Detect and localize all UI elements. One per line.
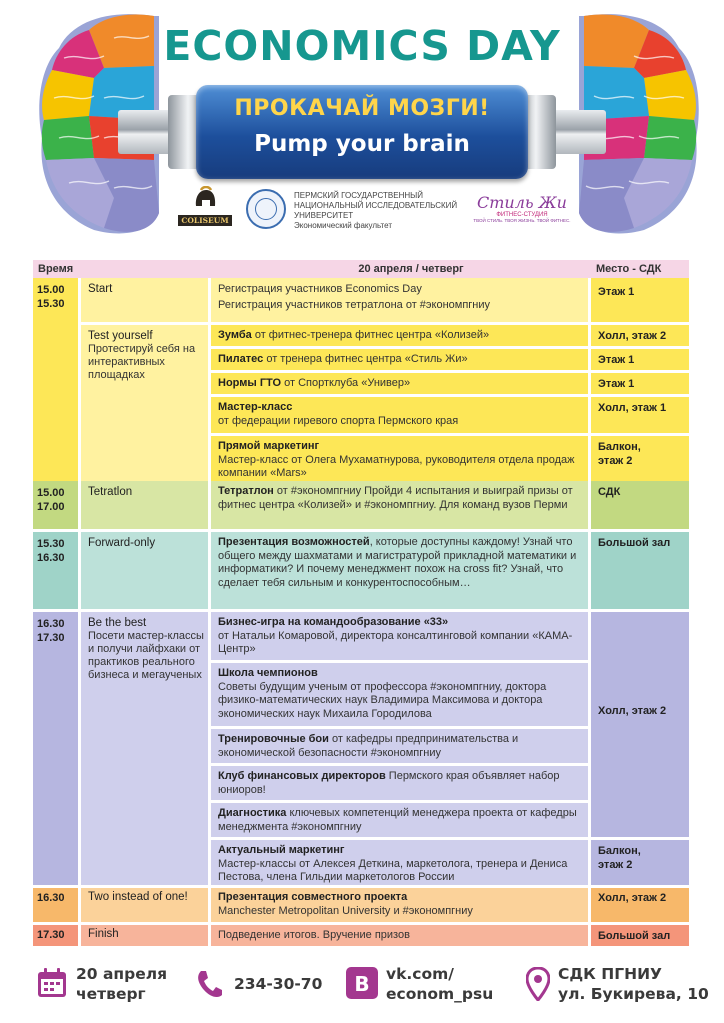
place-cell: Холл, этаж 1 xyxy=(591,397,689,433)
svg-text:B: B xyxy=(354,972,370,996)
event-cell: Презентация совместного проекта Manchester Metropolitan University и #экономпгниу xyxy=(211,888,588,922)
poster-header xyxy=(0,0,724,255)
event-cell: Бизнес-игра на командообразование «33» от Натальи Комаровой, директора консалтинговой компании «КАМА-Центр» xyxy=(211,612,588,660)
university-name: ПЕРМСКИЙ ГОСУДАРСТВЕННЫЙ НАЦИОНАЛЬНЫЙ ИССЛЕДОВАТЕЛЬСКИЙ УНИВЕРСИТЕТ Экономический факультет xyxy=(294,191,458,230)
place-cell: СДК xyxy=(591,481,689,529)
schedule-band-teal xyxy=(33,532,689,609)
schedule-band-orange xyxy=(33,888,689,922)
event-cell: Диагностика ключевых компетенций менеджера проекта от кафедры менеджмента #экономпгниу xyxy=(211,803,588,837)
coliseum-name: COLISEUM xyxy=(178,215,231,226)
time-cell: 15.30 16.30 xyxy=(37,538,65,564)
event-date: 20 апреля четверг xyxy=(76,965,168,1003)
phone-number[interactable]: 234-30-70 xyxy=(234,975,323,993)
session-cell: Forward-only xyxy=(81,532,208,609)
venue-address: СДК ПГНИУ ул. Букирева, 10 xyxy=(558,965,709,1003)
session-cell: Tetratlon xyxy=(81,481,208,529)
place-cell: Холл, этаж 2 xyxy=(591,888,689,922)
session-cell: Be the best Посети мастер-классы и получи лайфхаки от практиков реального бизнеса и мегаученых xyxy=(81,612,208,885)
calendar-icon xyxy=(36,967,68,999)
phone-icon xyxy=(196,969,222,999)
place-cell: Этаж 1 xyxy=(591,373,689,394)
event-cell: Актуальный маркетинг Мастер-классы от Алексея Деткина, маркетолога, тренера и Дениса Пестова, члена Гильдии маркетологов России xyxy=(211,840,588,885)
slogan-english: Pump your brain xyxy=(254,131,470,157)
event-cell: Подведение итогов. Вручение призов xyxy=(211,925,588,946)
session-cell: Test yourself Протестируй себя на интерактивных площадках xyxy=(81,325,208,487)
vk-link[interactable]: vk.com/ econom_psu xyxy=(386,965,494,1003)
slogan-russian: ПРОКАЧАЙ МОЗГИ! xyxy=(234,96,490,121)
session-cell: Finish xyxy=(81,925,208,946)
time-cell: 15.00 15.30 xyxy=(37,284,65,310)
time-cell: 16.30 17.30 xyxy=(37,618,65,644)
event-cell: Регистрация участников Economics Day Регистрация участников тетратлона от #экономпгниу xyxy=(211,278,588,322)
vk-icon xyxy=(346,967,378,999)
time-cell: 16.30 xyxy=(37,892,65,904)
event-cell: Прямой маркетинг Мастер-класс от Олега Мухаматнурова, руководителя отдела продаж компании «Mars» xyxy=(211,436,588,487)
time-cell: 15.00 17.00 xyxy=(37,487,65,513)
event-cell: Зумба от фитнес-тренера фитнес центра «Колизей» xyxy=(211,325,588,346)
style-zhi-logo: Стиль Жи ФИТНЕС-СТУДИЯ ТВОЙ СТИЛЬ. ТВОЯ ЖИЗНЬ. ТВОЙ ФИТНЕС. xyxy=(473,193,571,223)
event-cell: Презентация возможностей, которые доступны каждому! Узнай что общего между шахматами и магистратурой прикладной математики и информатики? И почему менеджмент похож на cross fit? Узнай, что сделает тебя сильным и конкурентоспособным… xyxy=(211,532,588,609)
place-cell: Балкон, этаж 2 xyxy=(591,436,689,487)
schedule-band-yellow xyxy=(33,278,689,487)
coliseum-logo xyxy=(175,186,235,230)
place-cell: Большой зал xyxy=(591,532,689,609)
place-cell: Этаж 1 xyxy=(591,349,689,370)
table-header: Время 20 апреля / четверг Место - СДК xyxy=(33,260,689,278)
location-pin-icon xyxy=(526,967,550,1001)
schedule-band-green xyxy=(33,481,689,529)
event-cell: Тетратлон от #экономпгниу Пройди 4 испытания и выиграй призы от фитнес центра «Колизей» и #экономпгниу. Для команд вузов Перми xyxy=(211,481,588,529)
event-cell: Пилатес от тренера фитнес центра «Стиль Жи» xyxy=(211,349,588,370)
place-cell: Большой зал xyxy=(591,925,689,946)
schedule-band-salmon xyxy=(33,925,689,946)
place-cell: Холл, этаж 2 xyxy=(591,612,689,837)
schedule-band-lavender xyxy=(33,612,689,885)
event-cell: Школа чемпионов Советы будущим ученым от профессора #экономпгниу, доктора физико-математических наук Владимира Максимова и доктора экономических наук Михаила Городилова xyxy=(211,663,588,726)
page-title: ECONOMICS DAY xyxy=(163,22,561,70)
session-cell: Start xyxy=(81,278,208,322)
helmet-icon xyxy=(192,186,218,210)
session-cell: Two instead of one! xyxy=(81,888,208,922)
event-cell: Мастер-класс от федерации гиревого спорта Пермского края xyxy=(211,397,588,433)
event-cell: Нормы ГТО от Спортклуба «Универ» xyxy=(211,373,588,394)
place-cell: Этаж 1 xyxy=(591,278,689,322)
place-cell: Балкон, этаж 2 xyxy=(591,840,689,885)
contact-footer xyxy=(0,955,724,1023)
place-cell: Холл, этаж 2 xyxy=(591,325,689,346)
event-cell: Тренировочные бои от кафедры предпринимательства и экономической безопасности #экономпгниу xyxy=(211,729,588,763)
time-cell: 17.30 xyxy=(37,929,65,941)
university-seal xyxy=(246,189,286,229)
event-cell: Клуб финансовых директоров Пермского края объявляет набор юниоров! xyxy=(211,766,588,800)
